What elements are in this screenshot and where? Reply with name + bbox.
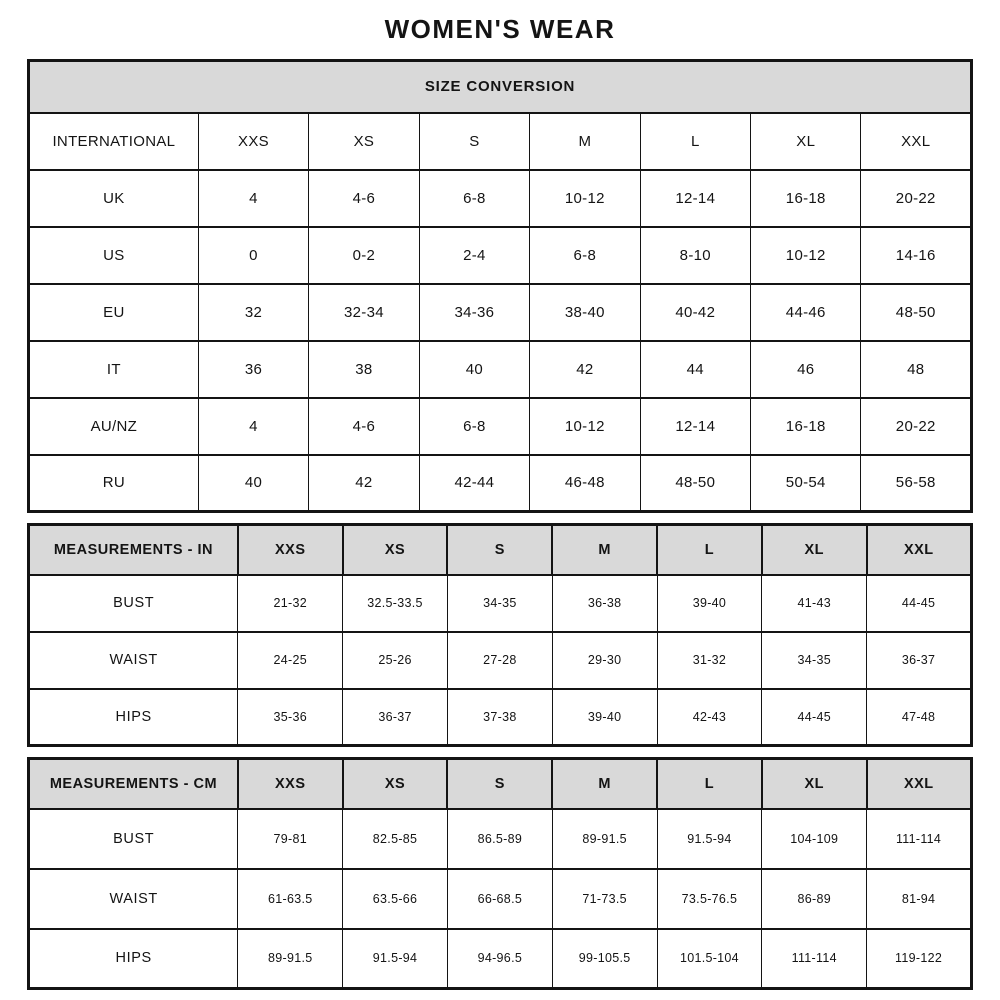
cell: 42-43 — [657, 689, 762, 746]
column-header: XXS — [198, 113, 308, 170]
cell: 89-91.5 — [238, 929, 343, 989]
cell: 42-44 — [419, 455, 529, 512]
row-label: IT — [29, 341, 199, 398]
column-header: XXS — [238, 759, 343, 809]
cell: 38 — [309, 341, 419, 398]
cell: 111-114 — [867, 809, 972, 869]
row-label: BUST — [29, 575, 238, 632]
column-header: M — [552, 759, 657, 809]
table-row — [29, 689, 972, 746]
cell: 56-58 — [861, 455, 972, 512]
row-label: HIPS — [29, 689, 238, 746]
cell: 40 — [198, 455, 308, 512]
cell: 36 — [198, 341, 308, 398]
cell: 12-14 — [640, 398, 750, 455]
cell: 86.5-89 — [447, 809, 552, 869]
row-label: AU/NZ — [29, 398, 199, 455]
measurements-in-table — [27, 523, 973, 747]
cell: 94-96.5 — [447, 929, 552, 989]
cell: 20-22 — [861, 398, 972, 455]
row-label: BUST — [29, 809, 238, 869]
cell: 50-54 — [751, 455, 861, 512]
cell: 6-8 — [419, 170, 529, 227]
cell: 2-4 — [419, 227, 529, 284]
column-header: INTERNATIONAL — [29, 113, 199, 170]
cell: 8-10 — [640, 227, 750, 284]
cell: 42 — [530, 341, 640, 398]
cell: 10-12 — [751, 227, 861, 284]
cell: 79-81 — [238, 809, 343, 869]
column-header: L — [657, 759, 762, 809]
column-header: XS — [309, 113, 419, 170]
cell: 101.5-104 — [657, 929, 762, 989]
cell: 6-8 — [530, 227, 640, 284]
cell: 44 — [640, 341, 750, 398]
column-header: XS — [343, 525, 448, 575]
row-label: WAIST — [29, 869, 238, 929]
cell: 119-122 — [867, 929, 972, 989]
cell: 91.5-94 — [657, 809, 762, 869]
table-title: SIZE CONVERSION — [29, 61, 972, 113]
cell: 40-42 — [640, 284, 750, 341]
table-title: MEASUREMENTS - IN — [29, 525, 238, 575]
table-row — [29, 632, 972, 689]
cell: 16-18 — [751, 398, 861, 455]
cell: 16-18 — [751, 170, 861, 227]
table-row — [29, 227, 972, 284]
column-header: M — [530, 113, 640, 170]
cell: 66-68.5 — [447, 869, 552, 929]
table-row — [29, 869, 972, 929]
cell: 35-36 — [238, 689, 343, 746]
table-title-row — [29, 61, 972, 113]
cell: 32 — [198, 284, 308, 341]
cell: 46 — [751, 341, 861, 398]
cell: 27-28 — [447, 632, 552, 689]
column-header: L — [640, 113, 750, 170]
table-row — [29, 398, 972, 455]
cell: 39-40 — [657, 575, 762, 632]
column-header: XXL — [861, 113, 972, 170]
cell: 34-35 — [762, 632, 867, 689]
cell: 24-25 — [238, 632, 343, 689]
table-row — [29, 455, 972, 512]
column-header: S — [447, 759, 552, 809]
cell: 61-63.5 — [238, 869, 343, 929]
column-header: XS — [343, 759, 448, 809]
cell: 36-38 — [552, 575, 657, 632]
cell: 42 — [309, 455, 419, 512]
table-row — [29, 341, 972, 398]
cell: 4-6 — [309, 170, 419, 227]
column-header: XL — [751, 113, 861, 170]
cell: 44-45 — [867, 575, 972, 632]
row-label: WAIST — [29, 632, 238, 689]
cell: 14-16 — [861, 227, 972, 284]
column-header-row — [29, 113, 972, 170]
row-label: US — [29, 227, 199, 284]
cell: 44-45 — [762, 689, 867, 746]
cell: 6-8 — [419, 398, 529, 455]
cell: 12-14 — [640, 170, 750, 227]
cell: 48-50 — [861, 284, 972, 341]
table-row — [29, 575, 972, 632]
column-header: XL — [762, 525, 867, 575]
column-header-row — [29, 759, 972, 809]
cell: 91.5-94 — [343, 929, 448, 989]
row-label: UK — [29, 170, 199, 227]
column-header: S — [419, 113, 529, 170]
cell: 31-32 — [657, 632, 762, 689]
cell: 34-36 — [419, 284, 529, 341]
cell: 71-73.5 — [552, 869, 657, 929]
cell: 32-34 — [309, 284, 419, 341]
cell: 48 — [861, 341, 972, 398]
cell: 25-26 — [343, 632, 448, 689]
cell: 37-38 — [447, 689, 552, 746]
size-conversion-table — [27, 59, 973, 513]
cell: 99-105.5 — [552, 929, 657, 989]
cell: 10-12 — [530, 170, 640, 227]
cell: 21-32 — [238, 575, 343, 632]
cell: 4 — [198, 398, 308, 455]
column-header: XXL — [867, 759, 972, 809]
cell: 38-40 — [530, 284, 640, 341]
column-header: L — [657, 525, 762, 575]
cell: 10-12 — [530, 398, 640, 455]
column-header: XXL — [867, 525, 972, 575]
page-title: WOMEN'S WEAR — [384, 14, 616, 44]
cell: 89-91.5 — [552, 809, 657, 869]
cell: 29-30 — [552, 632, 657, 689]
table-row — [29, 170, 972, 227]
column-header: XXS — [238, 525, 343, 575]
cell: 48-50 — [640, 455, 750, 512]
cell: 0 — [198, 227, 308, 284]
column-header-row — [29, 525, 972, 575]
cell: 34-35 — [447, 575, 552, 632]
table-row — [29, 929, 972, 989]
cell: 36-37 — [343, 689, 448, 746]
cell: 4-6 — [309, 398, 419, 455]
table-row — [29, 809, 972, 869]
cell: 32.5-33.5 — [343, 575, 448, 632]
cell: 86-89 — [762, 869, 867, 929]
cell: 46-48 — [530, 455, 640, 512]
cell: 82.5-85 — [343, 809, 448, 869]
measurements-cm-table — [27, 757, 973, 990]
cell: 41-43 — [762, 575, 867, 632]
column-header: S — [447, 525, 552, 575]
cell: 20-22 — [861, 170, 972, 227]
cell: 104-109 — [762, 809, 867, 869]
cell: 63.5-66 — [343, 869, 448, 929]
cell: 47-48 — [867, 689, 972, 746]
row-label: EU — [29, 284, 199, 341]
cell: 44-46 — [751, 284, 861, 341]
column-header: XL — [762, 759, 867, 809]
table-row — [29, 284, 972, 341]
cell: 111-114 — [762, 929, 867, 989]
cell: 40 — [419, 341, 529, 398]
cell: 36-37 — [867, 632, 972, 689]
cell: 39-40 — [552, 689, 657, 746]
column-header: M — [552, 525, 657, 575]
row-label: RU — [29, 455, 199, 512]
cell: 0-2 — [309, 227, 419, 284]
cell: 73.5-76.5 — [657, 869, 762, 929]
cell: 4 — [198, 170, 308, 227]
row-label: HIPS — [29, 929, 238, 989]
table-title: MEASUREMENTS - CM — [29, 759, 238, 809]
cell: 81-94 — [867, 869, 972, 929]
